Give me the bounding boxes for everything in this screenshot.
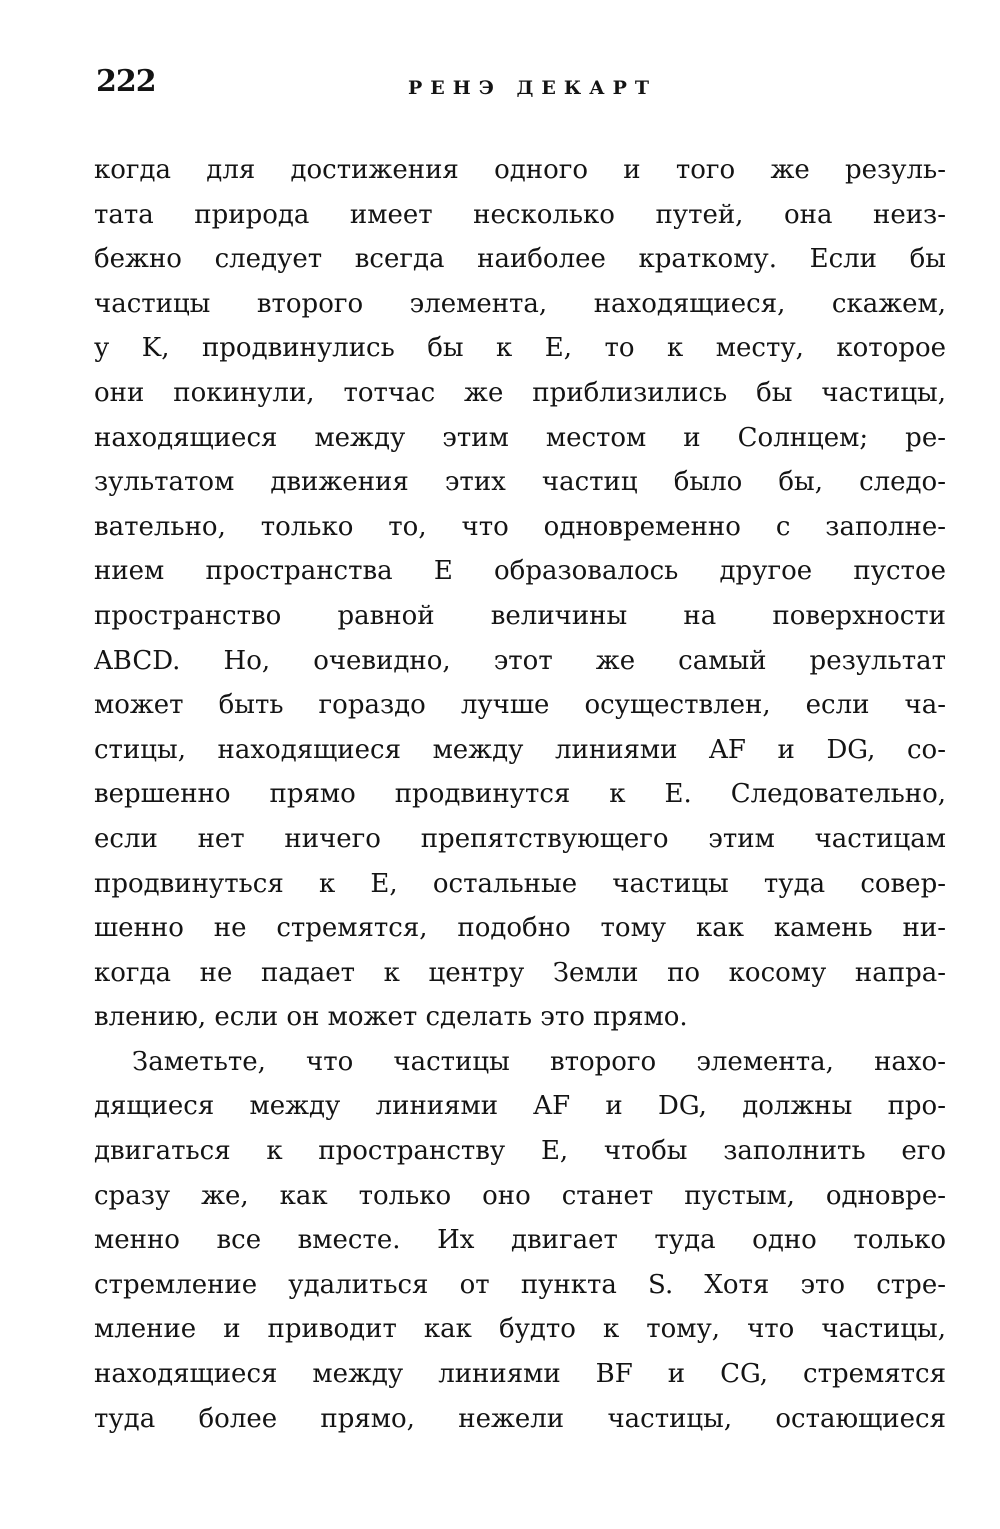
text-line: когда не падает к центру Земли по косому напра- bbox=[94, 957, 946, 988]
text-line: дящиеся между линиями AF и DG, должны про- bbox=[94, 1091, 946, 1122]
text-line: стремление удалиться от пункта S. Хотя это стре- bbox=[94, 1269, 946, 1300]
text-line: зультатом движения этих частиц было бы, следо- bbox=[94, 467, 946, 498]
text-line: бежно следует всегда наиболее краткому. Если бы bbox=[94, 244, 946, 275]
text-line: вершенно прямо продвинутся к E. Следовательно, bbox=[94, 779, 946, 810]
text-line: находящиеся между линиями BF и CG, стремятся bbox=[94, 1359, 946, 1390]
text-line: если нет ничего препятствующего этим частицам bbox=[94, 823, 946, 854]
text-line: стицы, находящиеся между линиями AF и DG, со- bbox=[94, 734, 946, 765]
body-text bbox=[94, 148, 946, 1441]
text-line: сразу же, как только оно станет пустым, одновре- bbox=[94, 1180, 946, 1211]
text-line: может быть гораздо лучше осуществлен, если ча- bbox=[94, 690, 946, 721]
text-line: шенно не стремятся, подобно тому как камень ни- bbox=[94, 913, 946, 944]
text-line: менно все вместе. Их двигает туда одно только bbox=[94, 1225, 946, 1256]
text-line: когда для достижения одного и того же резуль- bbox=[94, 155, 946, 185]
text-line: находящиеся между этим местом и Солнцем; ре- bbox=[94, 422, 946, 453]
text-line: тата природа имеет несколько путей, она неиз- bbox=[94, 199, 946, 230]
text-line: частицы второго элемента, находящиеся, скажем, bbox=[94, 288, 946, 319]
text-line: мление и приводит как будто к тому, что частицы, bbox=[94, 1314, 946, 1345]
text-line: они покинули, тотчас же приблизились бы частицы, bbox=[94, 377, 946, 408]
text-line: влению, если он может сделать это прямо. bbox=[94, 1002, 688, 1033]
text-line: нием пространства E образовалось другое пустое bbox=[94, 556, 946, 587]
text-line: продвинуться к E, остальные частицы туда совер- bbox=[94, 868, 946, 899]
text-line: двигаться к пространству E, чтобы заполнить его bbox=[94, 1136, 946, 1167]
page-header bbox=[96, 64, 944, 108]
running-title: РЕНЭ ДЕКАРТ bbox=[408, 77, 658, 99]
paragraph-start-line: Заметьте, что частицы второго элемента, нахо- bbox=[132, 1046, 946, 1077]
text-line: ABCD. Но, очевидно, этот же самый результат bbox=[94, 645, 946, 676]
page-number: 222 bbox=[96, 64, 156, 99]
text-line: туда более прямо, нежели частицы, остающиеся bbox=[94, 1403, 946, 1434]
text-line: у K, продвинулись бы к E, то к месту, которое bbox=[94, 333, 946, 364]
text-line: пространство равной величины на поверхности bbox=[94, 600, 946, 631]
text-line: вательно, только то, что одновременно с заполне- bbox=[94, 511, 946, 542]
